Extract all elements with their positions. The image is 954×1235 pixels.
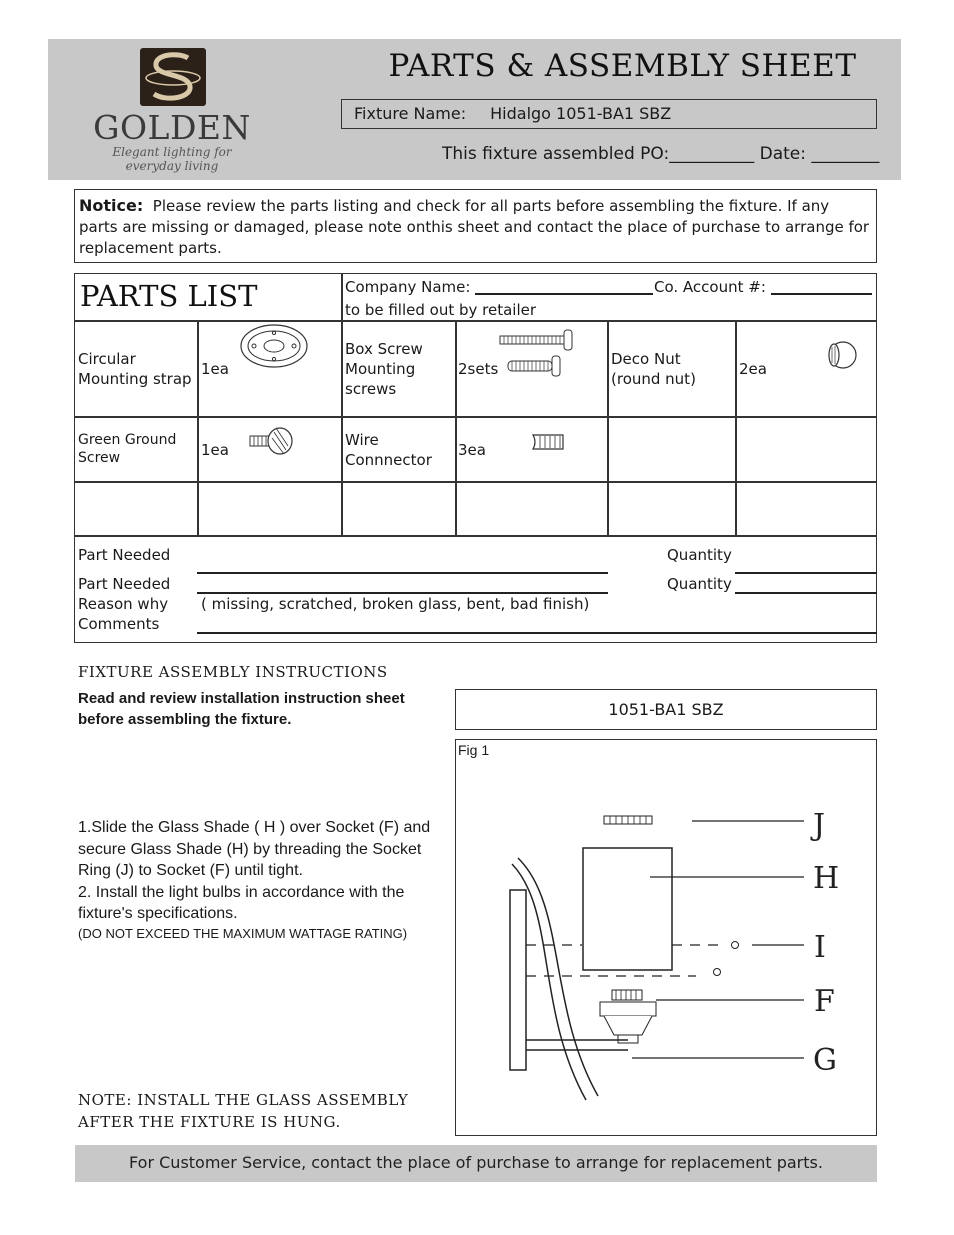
step-2: 2. Install the light bulbs in accordance with the fixture's specifications. [78, 883, 405, 922]
brand-tagline: Elegant lighting for everyday living [112, 145, 232, 173]
part-name: Deco Nut (round nut) [611, 350, 696, 388]
screw-hole [714, 969, 721, 976]
part-qty: 2ea [739, 360, 767, 378]
glass-shade [583, 848, 672, 970]
reason-label: Reason why [78, 595, 169, 613]
part-name: Box Screw Mounting screws [345, 340, 423, 398]
account-label: Co. Account #: [654, 278, 766, 296]
company-name-label: Company Name: [345, 278, 471, 296]
socket [612, 990, 642, 1000]
model-number-box: 1051-BA1 SBZ [455, 689, 877, 730]
callout-letter: I [814, 930, 826, 965]
callout-letter: J [813, 808, 826, 843]
wattage-warning: (DO NOT EXCEED THE MAXIMUM WATTAGE RATING) [78, 925, 408, 941]
customer-service-footer: For Customer Service, contact the place of purchase to arrange for replacement parts. [75, 1145, 877, 1182]
wall-plate [510, 890, 526, 1070]
callout-letter: G [813, 1043, 837, 1078]
account-line[interactable] [771, 293, 872, 295]
notice-text: Please review the parts listing and check for all parts before assembling the fixture. If any parts are missing or damaged, please note onthis sheet and contact the place of purchase to arrange for replacement parts. [79, 197, 870, 257]
callout-letter: H [813, 861, 840, 896]
comments-label: Comments [78, 615, 160, 633]
quantity-line[interactable] [735, 592, 877, 594]
instructions-read-note: Read and review installation instruction sheet before assembling the fixture. [78, 690, 405, 728]
fixture-value: Hidalgo 1051-BA1 SBZ [490, 104, 672, 123]
socket-base [618, 1035, 638, 1043]
part-name: Green Ground Screw [78, 432, 177, 466]
parts-list-title: PARTS LIST [80, 279, 258, 313]
grid-line [74, 535, 877, 537]
grid-line [455, 320, 457, 536]
part-qty: 2sets [458, 360, 499, 378]
part-needed-label: Part Needed [78, 575, 171, 593]
step-1: 1.Slide the Glass Shade ( H ) over Socket (F) and secure Glass Shade (H) by threading the Socket Ring (J) to Socket (F) until tight. [78, 819, 431, 879]
notice-label: Notice: [79, 196, 144, 215]
grid-line [341, 273, 343, 536]
wire-connector-icon [530, 432, 566, 452]
notice-box [74, 189, 877, 263]
grid-line [607, 320, 609, 536]
screws-icon [496, 325, 580, 381]
part-name: Wire Connnector [345, 431, 432, 469]
part-needed-line[interactable] [197, 572, 608, 574]
grid-line [735, 320, 737, 536]
socket-cup [604, 1016, 652, 1035]
part-name: Circular Mounting strap [78, 350, 192, 388]
assembly-steps [78, 817, 448, 943]
brand-logo-icon [140, 48, 206, 106]
brand-name: GOLDEN [93, 108, 251, 147]
ground-screw-icon [246, 424, 298, 458]
part-needed-label: Part Needed [78, 546, 171, 564]
part-qty: 1ea [201, 441, 229, 459]
part-qty: 3ea [458, 441, 486, 459]
screw-hole [732, 942, 739, 949]
instructions-title: FIXTURE ASSEMBLY INSTRUCTIONS [78, 663, 388, 681]
grid-line [74, 481, 877, 483]
deco-nut-icon [825, 338, 859, 372]
mounting-strap-icon [238, 322, 310, 370]
quantity-label: Quantity [667, 546, 732, 564]
comments-line[interactable] [197, 632, 877, 634]
fixture-label: Fixture Name: [354, 104, 467, 123]
page-title: PARTS & ASSEMBLY SHEET [388, 48, 857, 84]
quantity-line[interactable] [735, 572, 877, 574]
grid-line [74, 416, 877, 418]
part-qty: 1ea [201, 360, 229, 378]
reason-hint: ( missing, scratched, broken glass, bent, bad finish) [201, 595, 590, 613]
grid-line [197, 320, 199, 536]
callout-letter: F [814, 984, 835, 1019]
fixture-name-box [341, 99, 877, 129]
assembly-diagram [456, 740, 876, 1135]
socket [600, 1002, 656, 1016]
po-date-line: This fixture assembled PO:__________ Date: ________ [442, 144, 880, 164]
retailer-note: to be filled out by retailer [345, 301, 537, 319]
company-name-line[interactable] [475, 293, 653, 295]
grid-line [74, 320, 877, 322]
figure-label: Fig 1 [458, 742, 490, 758]
quantity-label: Quantity [667, 575, 732, 593]
install-note: NOTE: INSTALL THE GLASS ASSEMBLY AFTER THE FIXTURE IS HUNG. [78, 1091, 409, 1131]
